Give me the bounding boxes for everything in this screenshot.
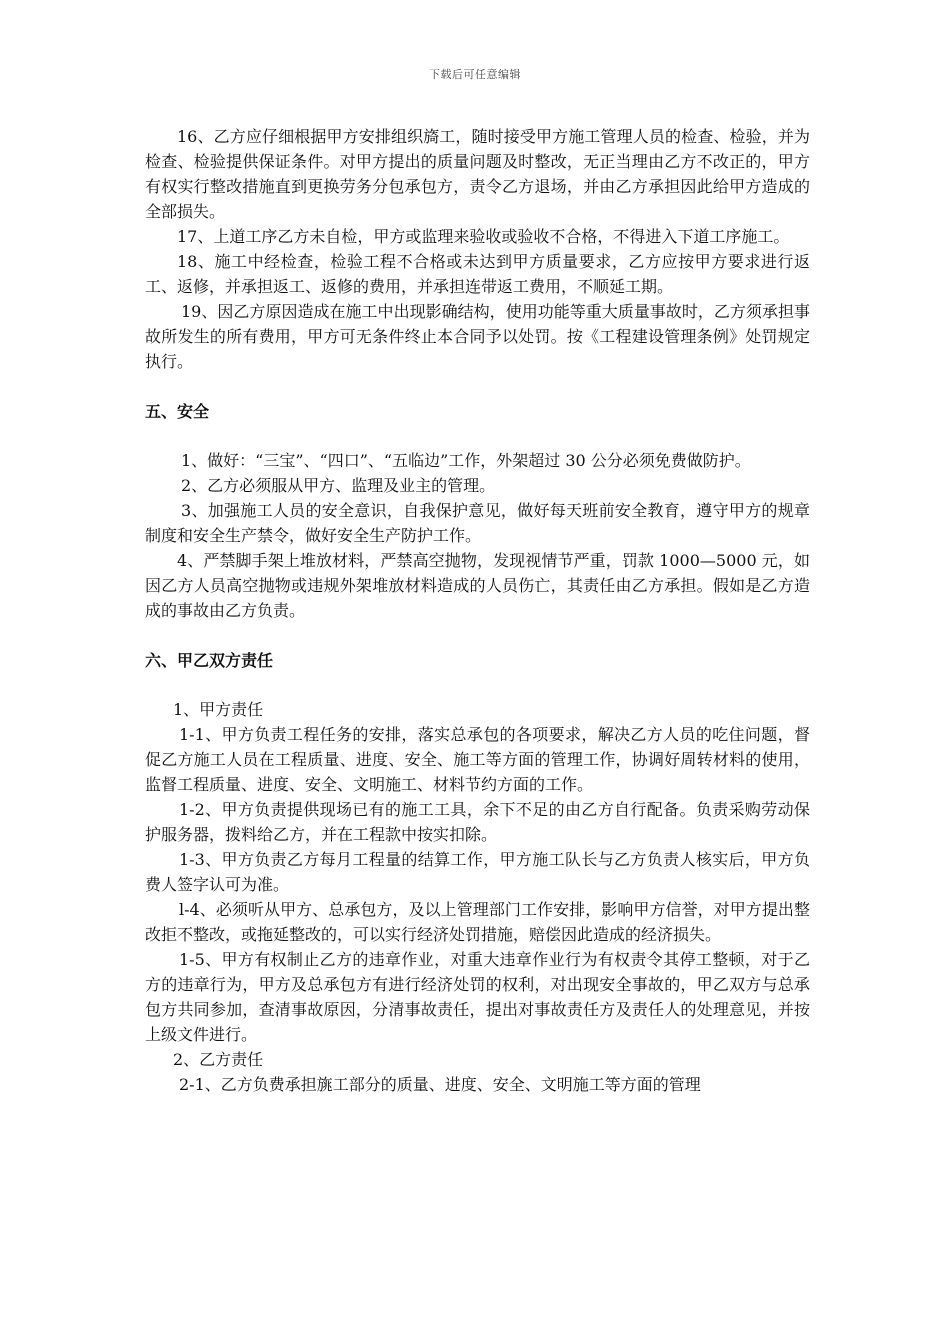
- document-body: [145, 124, 810, 1097]
- party-a-item-1-3: 1-3、甲方负责乙方每月工程量的结算工作，甲方施工队长与乙方负责人核实后，甲方负费人签字认可为准。: [145, 850, 810, 894]
- section-heading-responsibilities: 六、甲乙双方责任: [145, 651, 274, 670]
- clause-18: 18、施工中经检查，检验工程不合格或未达到甲方质量要求，乙方应按甲方要求进行返工、返修，并承担返工、返修的费用，并承担连带返工费用，不顺延工期。: [145, 252, 810, 296]
- party-a-item-1-5: 1-5、甲方有权制止乙方的违章作业，对重大违章作业行为有权责令其停工整顿，对于乙方的违章行为，甲方及总承包方有进行经济处罚的权利，对出现安全事故的，甲乙双方与总承包方共同参加，查清事故原因，分清事故责任，提出对事故责任方及责任人的处理意见，并按上级文件进行。: [145, 950, 810, 1044]
- party-a-item-1-2: 1-2、甲方负责提供现场已有的施工工具，余下不足的由乙方自行配备。负责采购劳动保护服务器，拨料给乙方，并在工程款中按实扣除。: [145, 800, 810, 844]
- party-a-responsibility-title: 1、甲方责任: [173, 700, 264, 719]
- section-heading-safety: 五、安全: [145, 402, 210, 421]
- party-b-item-2-1: 2-1、乙方负费承担旐工部分的质量、进度、安全、文明施工等方面的管理: [179, 1075, 701, 1094]
- page-header: 下载后可任意编辑: [429, 68, 521, 81]
- spacer: [145, 623, 810, 648]
- party-a-item-1-4: l-4、必须听从甲方、总承包方，及以上管理部门工作安排，影响甲方信誉，对甲方提出整改拒不整改，或拖延整改的，可以实行经济处罚措施，赔偿因此造成的经济损失。: [145, 900, 810, 944]
- safety-item-2: 2、乙方必须服从甲方、监理及业主的管理。: [181, 476, 496, 495]
- safety-item-1: 1、做好：“三宝”、“四口”、“五临边”工作，外架超过 30 公分必须免费做防护。: [181, 451, 751, 470]
- spacer: [145, 374, 810, 399]
- clause-17: 17、上道工序乙方未自检，甲方或监理来验收或验收不合格，不得进入下道工序施工。: [177, 227, 790, 246]
- safety-item-4: 4、严禁脚手架上堆放材料，严禁高空抛物，发现视情节严重，罚款 1000—5000 元，如因乙方人员高空抛物或违规外架堆放材料造成的人员伤亡，其责任由乙方承担。假如是乙方造成的事故由乙方负责。: [145, 551, 810, 620]
- spacer: [145, 673, 810, 697]
- clause-16: 16、乙方应仔细根据甲方安排组织旖工，随时接受甲方施工管理人员的检查、检验，并为检查、检验提供保证条件。对甲方提出的质量问题及时整改，无正当理由乙方不改正的，甲方有权实行整改措施直到更换劳务分包承包方，责令乙方退场，并由乙方承担因此给甲方造成的全部损失。: [145, 127, 810, 221]
- spacer: [145, 424, 810, 448]
- party-a-item-1-1: 1-1、甲方负责工程任务的安排，落实总承包的各项要求，解决乙方人员的吃住问题，督促乙方施工人员在工程质量、进度、安全、施工等方面的管理工作，协调好周转材料的使用，监督工程质量、进度、安全、文明施工、材料节约方面的工作。: [145, 725, 810, 794]
- safety-item-3: 3、加强施工人员的安全意识，自我保护意见，做好每天班前安全教育，遵守甲方的规章制度和安全生产禁令，做好安全生产防护工作。: [145, 501, 810, 545]
- clause-19: 19、因乙方原因造成在施工中出现影确结构，使用功能等重大质量事故时，乙方须承担事故所发生的所有费用，甲方可无条件终止本合同予以处罚。按《工程建设管理条例》处罚规定执行。: [145, 302, 810, 371]
- party-b-responsibility-title: 2、乙方责任: [173, 1050, 264, 1069]
